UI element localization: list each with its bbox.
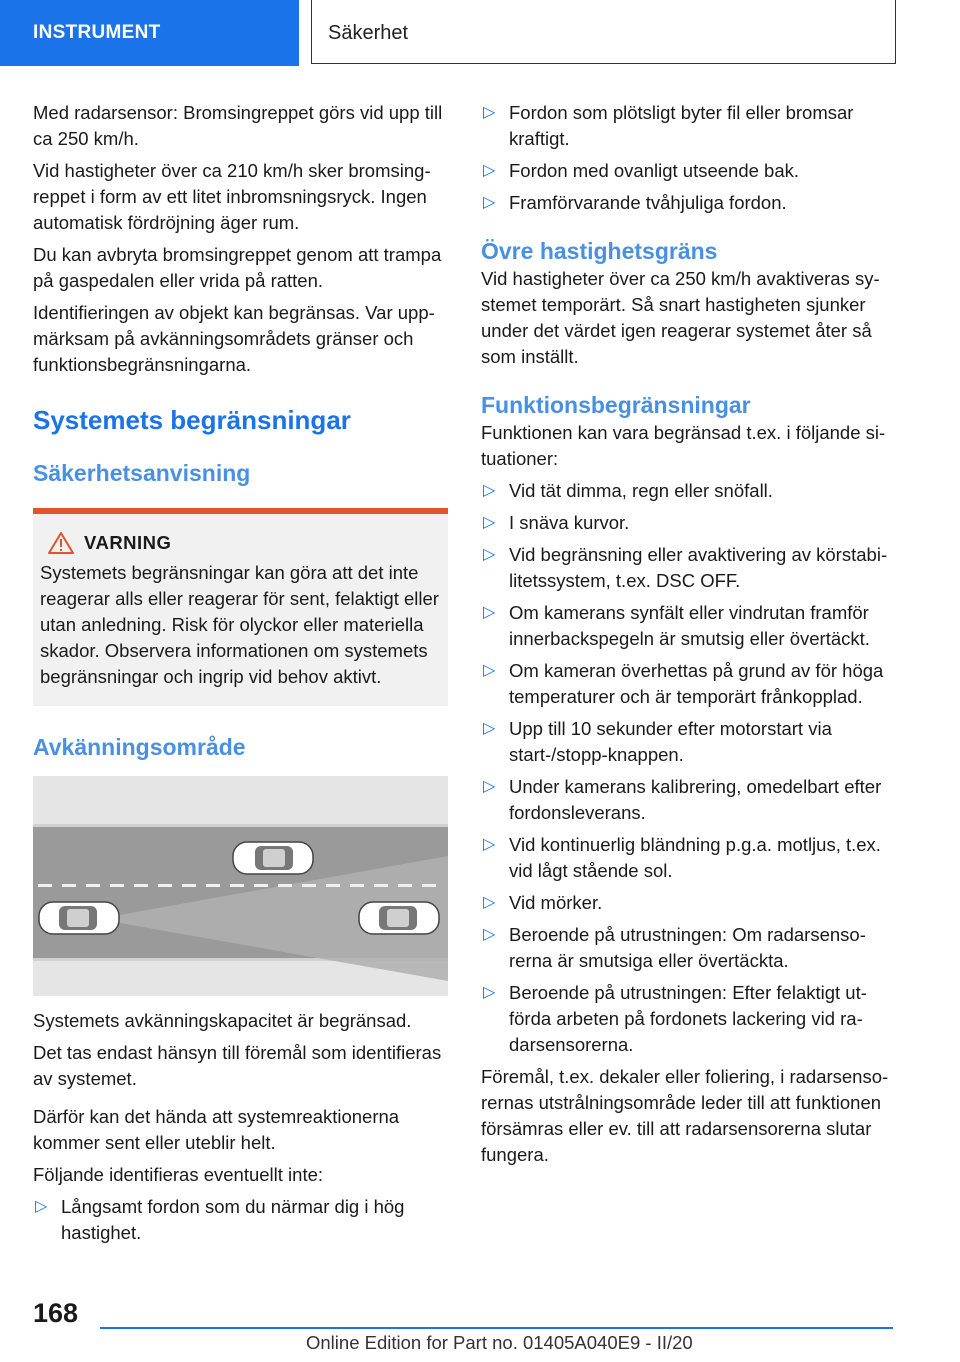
list-item-text: Fordon med ovanligt utseende bak.: [509, 160, 800, 181]
triangle-right-icon: ▷: [483, 514, 496, 531]
list-item: [481, 542, 896, 594]
page-number: 168: [33, 1298, 79, 1328]
list-item-text: Fordon som plötsligt byter fil eller bromsar kraftigt.: [509, 102, 854, 149]
edition-note: Online Edition for Part no. 01405A040E9 - II/20: [306, 1332, 693, 1353]
chapter-title: Säkerhet: [311, 0, 896, 64]
paragraph: Därför kan det hända att systemreaktionerna kommer sent eller uteblir helt.: [33, 1106, 400, 1153]
list-item: [481, 890, 896, 916]
list-item: [481, 980, 896, 1058]
list-item: [481, 774, 896, 826]
list-item: [481, 600, 896, 652]
heading-system-limits: Systemets begränsningar: [33, 405, 351, 435]
list-item: [481, 190, 896, 216]
paragraph: Vid hastigheter över ca 210 km/h sker bromsingreppet i form av ett litet inbromsningsryck. Ingen automatisk fördröjning äger rum.: [33, 160, 431, 233]
warning-title: VARNING: [84, 532, 172, 553]
paragraph: Identifieringen av objekt kan begränsas. Var uppmärksam på avkänningsområdets gränser och funktionsbegränsningarna.: [33, 302, 435, 375]
list-item: [481, 510, 896, 536]
road-illustration: [33, 776, 448, 996]
paragraph: Systemets avkänningskapacitet är begränsad.: [33, 1010, 412, 1031]
list-item-text: Beroende på utrustningen: Efter felaktigt utförda arbeten på fordonets lackering vid radarsensorerna.: [509, 982, 867, 1055]
car-icon: [233, 842, 313, 874]
triangle-right-icon: ▷: [35, 1198, 48, 1215]
section-tab: INSTRUMENT: [0, 0, 299, 66]
list-item: [481, 100, 896, 152]
list-item-text: Om kameran överhettas på grund av för höga temperaturer och är temporärt frånkopplad.: [509, 660, 884, 707]
list-item: [481, 922, 896, 974]
detection-area-illustration: [33, 776, 448, 996]
triangle-right-icon: ▷: [483, 662, 496, 679]
triangle-right-icon: ▷: [483, 836, 496, 853]
triangle-right-icon: ▷: [483, 194, 496, 211]
paragraph: Det tas endast hänsyn till föremål som identifieras av systemet.: [33, 1042, 442, 1089]
car-icon: [39, 902, 119, 934]
list-item-text: Vid begränsning eller avaktivering av körstabilitetssystem, t.ex. DSC OFF.: [509, 544, 888, 591]
list-item-text: Vid kontinuerlig bländning p.g.a. motljus, t.ex. vid lågt stående sol.: [509, 834, 881, 881]
warning-header: [40, 530, 440, 556]
warning-text: Systemets begränsningar kan göra att det inte reagerar alls eller reagerar för sent, felaktigt eller utan anledning. Risk för olyckor eller materiella skador. Observera informationen om systemets begränsningar och ingrip vid behov aktivt.: [40, 562, 439, 687]
heading-safety-note: Säkerhetsanvisning: [33, 460, 251, 486]
paragraph: Funktionen kan vara begränsad t.ex. i följande situationer:: [481, 422, 886, 469]
triangle-right-icon: ▷: [483, 162, 496, 179]
warning-box: [33, 508, 448, 706]
list-item-text: Upp till 10 sekunder efter motorstart via start-/stopp-knappen.: [509, 718, 832, 765]
heading-upper-speed-limit: Övre hastighetsgräns: [481, 238, 718, 264]
triangle-right-icon: ▷: [483, 984, 496, 1001]
paragraph: Du kan avbryta bromsingreppet genom att trampa på gaspedalen eller vrida på ratten.: [33, 244, 442, 291]
list-item-text: Om kamerans synfält eller vindrutan framför innerbackspegeln är smutsig eller övertäckt.: [509, 602, 870, 649]
heading-function-limits: Funktionsbegränsningar: [481, 392, 751, 418]
list-item: [481, 658, 896, 710]
list-item-text: Långsamt fordon som du närmar dig i hög hastighet.: [61, 1196, 405, 1243]
triangle-right-icon: ▷: [483, 104, 496, 121]
list-item-text: Under kamerans kalibrering, omedelbart efter fordonsleverans.: [509, 776, 882, 823]
list-item: [481, 832, 896, 884]
paragraph: Vid hastigheter över ca 250 km/h avaktiveras systemet temporärt. Så snart hastigheten sjunker under det värdet igen reagerar systemet åter så som inställt.: [481, 268, 880, 367]
bullet-list: [481, 100, 896, 216]
triangle-right-icon: ▷: [483, 894, 496, 911]
paragraph: Med radarsensor: Bromsingreppet görs vid upp till ca 250 km/h.: [33, 102, 443, 149]
car-icon: [359, 902, 439, 934]
list-item-text: Vid mörker.: [509, 892, 603, 913]
footer-divider: [100, 1327, 893, 1329]
paragraph: Följande identifieras eventuellt inte:: [33, 1164, 324, 1185]
heading-detection-area: Avkänningsområde: [33, 734, 246, 760]
list-item: [481, 478, 896, 504]
triangle-right-icon: ▷: [483, 546, 496, 563]
right-column: [481, 100, 896, 1174]
list-item-text: Vid tät dimma, regn eller snöfall.: [509, 480, 773, 501]
list-item: [33, 1194, 448, 1246]
left-column: [33, 100, 448, 1252]
page-header: [0, 0, 960, 66]
triangle-right-icon: ▷: [483, 720, 496, 737]
warning-triangle-icon: [48, 532, 74, 554]
triangle-right-icon: ▷: [483, 778, 496, 795]
paragraph: Föremål, t.ex. dekaler eller foliering, i radarsensorernas utstrålningsområde leder till att funktionen försämras eller ev. till att radarsensorerna slutar fungera.: [481, 1066, 889, 1165]
list-item-text: I snäva kurvor.: [509, 512, 630, 533]
triangle-right-icon: ▷: [483, 604, 496, 621]
list-item: [481, 716, 896, 768]
bullet-list: [33, 1194, 448, 1246]
list-item-text: Beroende på utrustningen: Om radarsensorerna är smutsiga eller övertäckta.: [509, 924, 866, 971]
bullet-list: [481, 478, 896, 1058]
triangle-right-icon: ▷: [483, 482, 496, 499]
list-item: [481, 158, 896, 184]
list-item-text: Framförvarande tvåhjuliga fordon.: [509, 192, 787, 213]
triangle-right-icon: ▷: [483, 926, 496, 943]
